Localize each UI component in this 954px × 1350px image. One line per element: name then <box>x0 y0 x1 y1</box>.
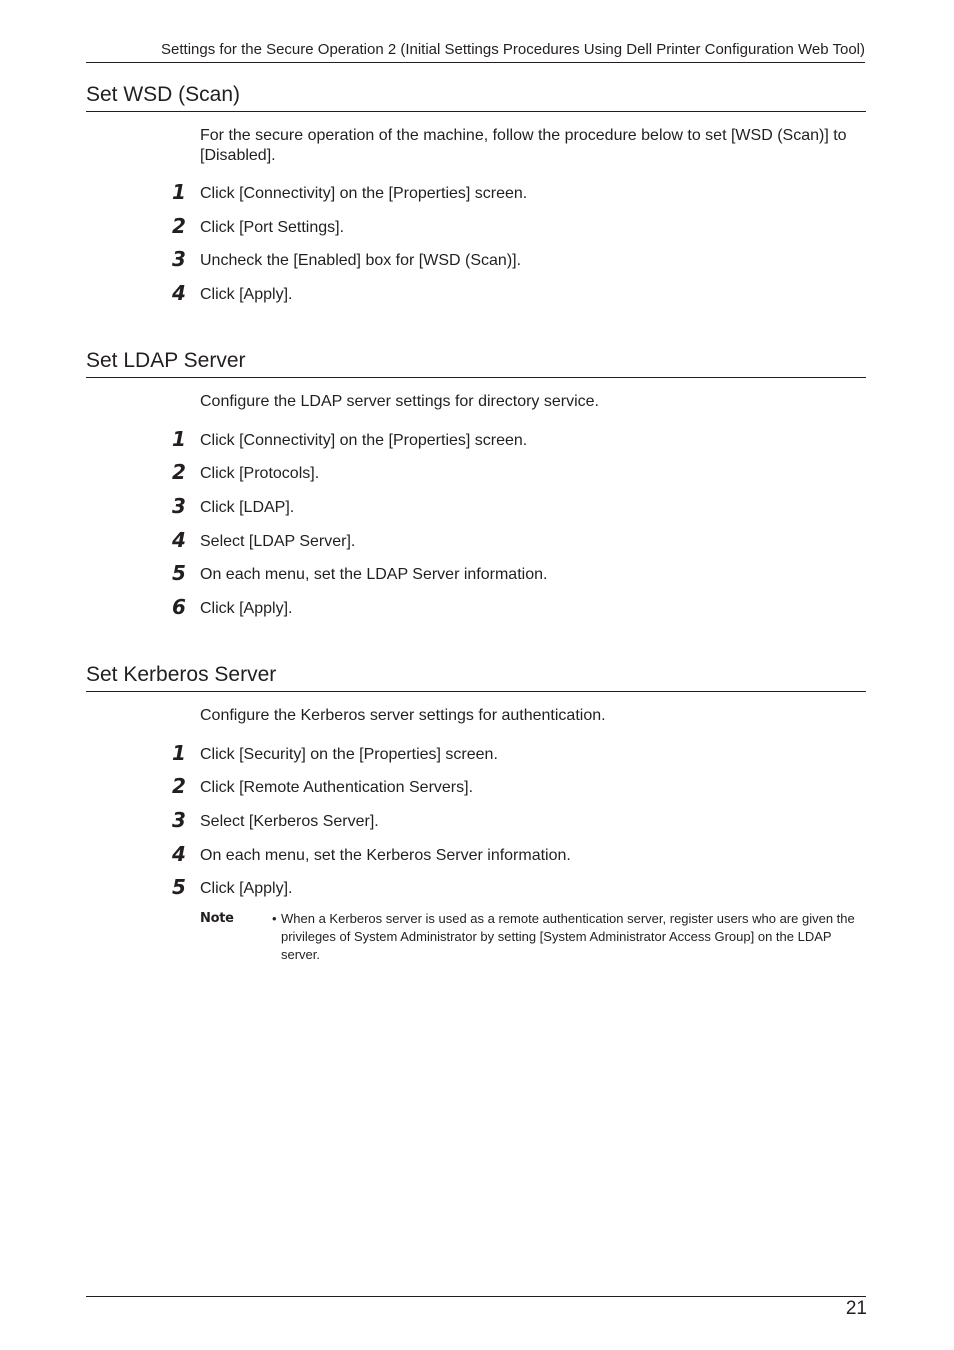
note-text: When a Kerberos server is used as a remote authentication server, register users who are given the privileges of System Administrator by setting [System Administrator Access Group] on the LDAP server. <box>281 911 855 962</box>
step-text: Click [Apply]. <box>200 286 293 303</box>
step-text: Click [Port Settings]. <box>200 219 345 236</box>
section-wsd-scan <box>86 82 866 305</box>
step-text: Click [Protocols]. <box>200 465 320 482</box>
step-number: 1 <box>172 180 186 204</box>
step-number: 4 <box>172 528 186 552</box>
section-intro: Configure the LDAP server settings for directory service. <box>200 393 599 410</box>
section-intro: For the secure operation of the machine, follow the procedure below to set [WSD (Scan)] to [Disabled]. <box>200 127 847 164</box>
step-number: 4 <box>172 281 186 305</box>
step <box>86 842 866 870</box>
running-header: Settings for the Secure Operation 2 (Initial Settings Procedures Using Dell Printer Configuration Web Tool) <box>86 40 865 63</box>
step <box>86 808 866 836</box>
footer-rule <box>86 1296 866 1297</box>
step-text: Select [Kerberos Server]. <box>200 813 379 830</box>
section-intro: Configure the Kerberos server settings for authentication. <box>200 707 606 724</box>
step-number: 4 <box>172 842 186 866</box>
note-label: Note <box>200 911 234 926</box>
step <box>86 774 866 802</box>
note-body <box>272 910 857 964</box>
step <box>86 595 866 623</box>
step <box>86 214 866 242</box>
section-ldap-server <box>86 348 866 619</box>
step-text: Click [Apply]. <box>200 880 293 897</box>
step-number: 5 <box>172 875 186 899</box>
step <box>86 528 866 556</box>
step-text: Select [LDAP Server]. <box>200 533 356 550</box>
step-number: 2 <box>172 774 186 798</box>
step-number: 2 <box>172 214 186 238</box>
section-title: Set Kerberos Server <box>86 662 866 692</box>
step <box>86 561 866 589</box>
step-number: 5 <box>172 561 186 585</box>
step-number: 1 <box>172 741 186 765</box>
step-text: Click [Remote Authentication Servers]. <box>200 779 474 796</box>
step-number: 2 <box>172 460 186 484</box>
step <box>86 741 866 769</box>
step-number: 6 <box>172 595 186 619</box>
step-number: 3 <box>172 808 186 832</box>
step <box>86 460 866 488</box>
section-kerberos-server <box>86 662 866 962</box>
step-text: On each menu, set the Kerberos Server information. <box>200 847 571 864</box>
step-number: 3 <box>172 247 186 271</box>
step-text: Click [Connectivity] on the [Properties] screen. <box>200 432 528 449</box>
step-number: 1 <box>172 427 186 451</box>
step <box>86 494 866 522</box>
step-text: Click [LDAP]. <box>200 499 295 516</box>
page-number: 21 <box>845 1298 867 1319</box>
section-title: Set LDAP Server <box>86 348 866 378</box>
step-number: 3 <box>172 494 186 518</box>
step-text: On each menu, set the LDAP Server information. <box>200 566 548 583</box>
step-text: Click [Apply]. <box>200 600 293 617</box>
step-text: Click [Connectivity] on the [Properties] screen. <box>200 185 528 202</box>
step <box>86 427 866 455</box>
step <box>86 875 866 903</box>
section-title: Set WSD (Scan) <box>86 82 866 112</box>
step <box>86 247 866 275</box>
step-text: Uncheck the [Enabled] box for [WSD (Scan)]. <box>200 252 522 269</box>
step-text: Click [Security] on the [Properties] screen. <box>200 746 498 763</box>
bullet-icon: • <box>272 911 277 926</box>
step <box>86 281 866 309</box>
step <box>86 180 866 208</box>
